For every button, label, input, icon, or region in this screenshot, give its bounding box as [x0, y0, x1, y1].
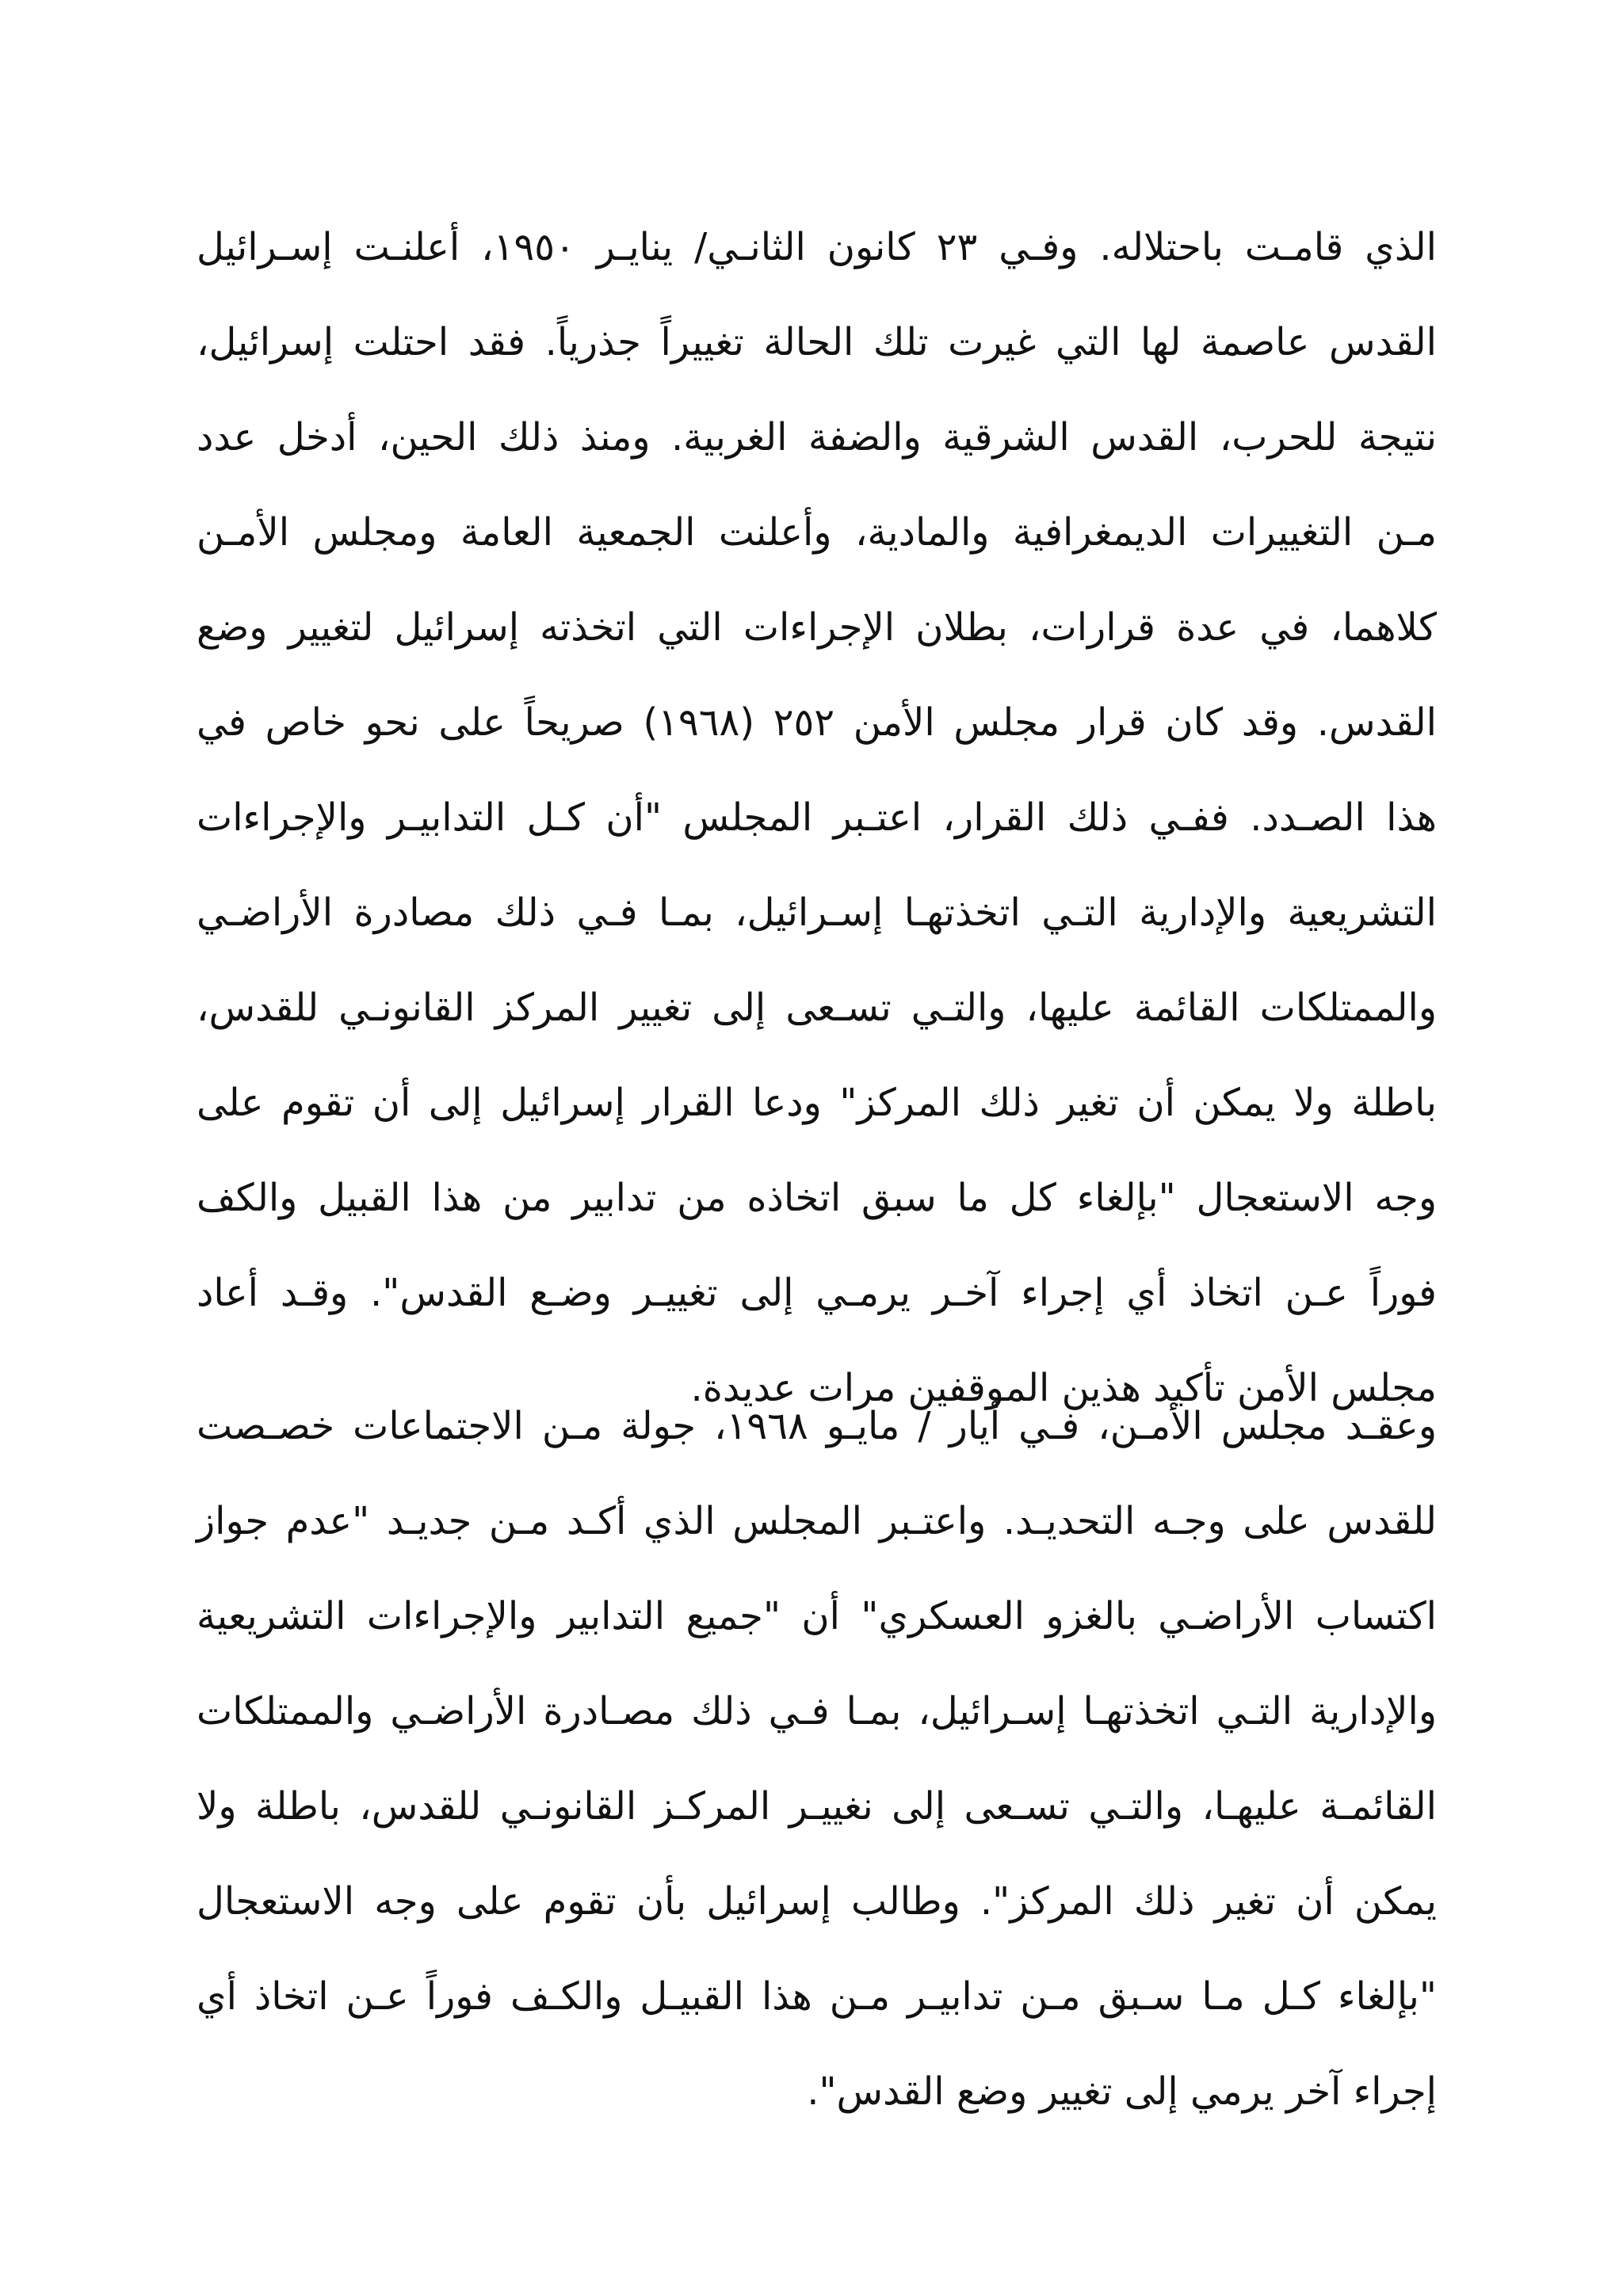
paragraph-1-line: فوراً عـن اتخاذ أي إجراء آخـر يرمـي إلى تغييـر وضـع القدس". وقـد أعاد [197, 1271, 1437, 1315]
document-body [197, 200, 1438, 2114]
paragraph-1-line: وجه الاستعجال "بإلغاء كل ما سبق اتخاذه من تدابير من هذا القبيل والكف [197, 1176, 1437, 1220]
paragraph-2-line: وعقـد مجلس الأمـن، فـي أيار / مايـو ١٩٦٨، جولة مـن الاجتماعات خصـصت [197, 1404, 1437, 1448]
paragraph-1-line: التشريعية والإدارية التـي اتخذتهـا إسـرائيل، بمـا فـي ذلك مصادرة الأراضـي [197, 891, 1437, 935]
paragraph-1-line: الذي قامـت باحتلاله. وفـي ٢٣ كانون الثانـي/ ينايـر ١٩٥٠، أعلنـت إسـرائيل [197, 225, 1438, 269]
paragraph-2-line: "بإلغاء كـل مـا سـبق مـن تدابيـر مـن هذا القبيـل والكـف فوراً عـن اتخاذ أي [197, 1974, 1437, 2019]
paragraph-2-line: اكتساب الأراضـي بالغزو العسكري" أن "جميع التدابير والإجراءات التشريعية [197, 1594, 1437, 1638]
paragraph-1-line: هذا الصـدد. ففـي ذلك القرار، اعتـبر المجلس "أن كـل التدابيـر والإجراءات [197, 795, 1437, 840]
paragraph-1-line: مـن التغييرات الديمغرافية والمادية، وأعلنت الجمعية العامة ومجلس الأمـن [197, 510, 1437, 555]
paragraph-1-line: باطلة ولا يمكن أن تغير ذلك المركز" ودعا القرار إسرائيل إلى أن تقوم على [197, 1081, 1437, 1125]
paragraph-1-line: والممتلكات القائمة عليها، والتـي تسـعى إلى تغيير المركز القانونـي للقدس، [197, 986, 1437, 1030]
paragraph-2-line: إجراء آخر يرمي إلى تغيير وضع القدس". [807, 2069, 1437, 2114]
paragraph-1-line: كلاهما، في عدة قرارات، بطلان الإجراءات التي اتخذته إسرائيل لتغيير وضع [197, 605, 1437, 650]
paragraph-2-line: للقدس على وجـه التحديـد. واعتـبر المجلس الذي أكـد مـن جديـد "عدم جواز [197, 1499, 1437, 1543]
paragraph-2-line: والإدارية التـي اتخذتهـا إسـرائيل، بمـا فـي ذلك مصـادرة الأراضـي والممتلكات [197, 1689, 1437, 1733]
paragraph-2-line: يمكن أن تغير ذلك المركز". وطالب إسرائيل بأن تقوم على وجه الاستعجال [197, 1879, 1437, 1924]
paragraph-1 [197, 200, 1437, 1436]
paragraph-2 [197, 1379, 1437, 2139]
paragraph-2-line: القائمـة عليهـا، والتـي تسـعى إلى نغييـر المركـز القانونـي للقدس، باطلة ولا [197, 1784, 1437, 1829]
paragraph-1-line: القدس عاصمة لها التي غيرت تلك الحالة تغييراً جذرياً. فقد احتلت إسرائيل، [197, 320, 1437, 364]
paragraph-1-line: نتيجة للحرب، القدس الشرقية والضفة الغربية. ومنذ ذلك الحين، أدخل عدد [197, 415, 1437, 460]
paragraph-1-line: القدس. وقد كان قرار مجلس الأمن ٢٥٢ (١٩٦٨) صريحاً على نحو خاص في [197, 700, 1438, 745]
paragraph-1-line: مجلس الأمن تأكيد هذين الموقفين مرات عديدة. [690, 1366, 1437, 1410]
